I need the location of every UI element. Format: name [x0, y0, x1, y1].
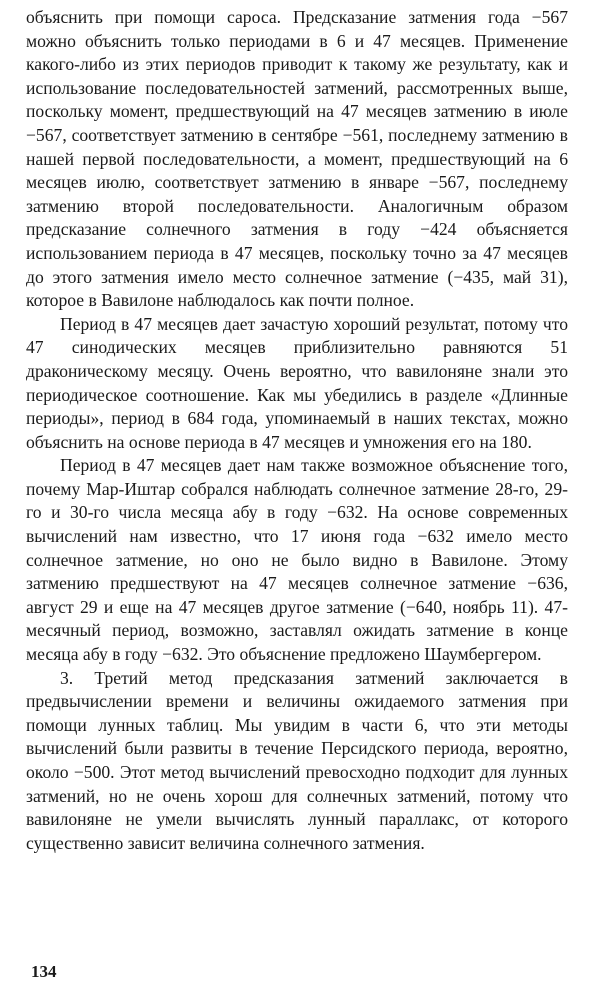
page-body	[26, 6, 568, 855]
page-number: 134	[31, 962, 57, 981]
paragraph-4: 3. Третий метод предсказания затмений заключается в предвычислении времени и величины ожидаемого затмения при помощи лунных таблиц. Мы увидим в части 6, что эти методы вычислений были развиты в течение Персидского периода, вероятно, около −500. Этот метод вычислений превосходно подходит для лунных затмений, но не очень хорош для солнечных затмений, потому что вавилоняне не умели вычислять лунный параллакс, от которого существенно зависит величина солнечного затмения.	[26, 667, 568, 853]
paragraph-2: Период в 47 месяцев дает зачастую хороший результат, потому что 47 синодических месяцев приблизительно равняются 51 драконическому месяцу. Очень вероятно, что вавилоняне знали это периодическое соотношение. Как мы убедились в разделе «Длинные периоды», период в 684 года, упоминаемый в наших текстах, можно объяснить на основе периода в 47 месяцев и умножения его на 180.	[26, 313, 568, 452]
paragraph-3: Период в 47 месяцев дает нам также возможное объяснение того, почему Мар-Иштар собрался наблюдать солнечное затмение 28-го, 29-го и 30-го числа месяца абу в году −632. На основе современных вычислений нам известно, что 17 июня года −632 имело место солнечное затмение, но оно не было видно в Вавилоне. Этому затмению предшествуют на 47 месяцев солнечное затмение −636, август 29 и еще на 47 месяцев другое затмение (−640, ноябрь 11). 47-месячный период, возможно, заставлял ожидать затмение в конце месяца абу в году −632. Это объяснение предложено Шаумбергером.	[26, 455, 568, 665]
paragraph-1: объяснить при помощи сароса. Предсказание затмения года −567 можно объяснить только периодами в 6 и 47 месяцев. Применение какого-либо из этих периодов приводит к такому же результату, как и использование последовательностей затмений, рассмотренных выше, поскольку момент, предшествующий на 47 месяцев затмению в июле −567, соответствует затмению в сентябре −561, последнему затмению в нашей первой последовательности, а момент, предшествующий на 6 месяцев июлю, соответствует затмению в январе −567, последнему затмению второй последовательности. Аналогичным образом предсказание солнечного затмения в году −424 объясняется использованием периода в 47 месяцев, поскольку точно за 47 месяцев до этого затмения имело место солнечное затмение (−435, май 31), которое в Вавилоне наблюдалось как почти полное.	[26, 7, 568, 311]
